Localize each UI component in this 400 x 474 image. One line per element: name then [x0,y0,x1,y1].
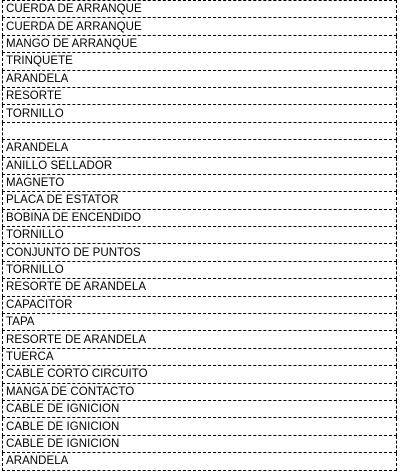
table-row [3,209,397,226]
table-row [3,70,397,87]
part-name-cell: MAGNETO [3,174,397,191]
part-name-cell: MANGO DE ARRANQUE [3,35,397,52]
parts-list-body [3,1,397,471]
part-name-cell: TORNILLO [3,261,397,278]
part-name-cell: CABLE DE IGNICION [3,418,397,435]
part-name-cell: CUERDA DE ARRANQUE [3,18,397,35]
table-row [3,296,397,313]
part-name-cell: ARANDELA [3,70,397,87]
table-row [3,279,397,296]
part-name-cell: TORNILLO [3,105,397,122]
part-name-cell: PLACA DE ESTATOR [3,192,397,209]
table-row [3,35,397,52]
part-name-cell: TORNILLO [3,227,397,244]
part-name-cell: RESORTE [3,87,397,104]
table-row [3,383,397,400]
part-name-cell: MANGA DE CONTACTO [3,383,397,400]
part-name-cell: CABLE DE IGNICION [3,400,397,417]
table-row [3,453,397,470]
table-row [3,53,397,70]
table-row [3,244,397,261]
part-name-cell [3,122,397,139]
table-row [3,348,397,365]
part-name-cell: RESORTE DE ARANDELA [3,279,397,296]
part-name-cell: ANILLO SELLADOR [3,157,397,174]
part-name-cell: BOBINA DE ENCENDIDO [3,209,397,226]
table-row [3,1,397,18]
part-name-cell: CUERDA DE ARRANQUE [3,1,397,18]
parts-list-table [2,0,397,471]
table-row [3,174,397,191]
part-name-cell: ARANDELA [3,453,397,470]
part-name-cell: ARANDELA [3,140,397,157]
table-row [3,192,397,209]
table-row [3,435,397,452]
part-name-cell: RESORTE DE ARANDELA [3,331,397,348]
part-name-cell: TAPA [3,314,397,331]
part-name-cell: CONJUNTO DE PUNTOS [3,244,397,261]
table-row [3,87,397,104]
table-row [3,140,397,157]
part-name-cell: TRINQUETE [3,53,397,70]
table-row [3,122,397,139]
table-row [3,331,397,348]
part-name-cell: TUERCA [3,348,397,365]
table-row [3,418,397,435]
table-row [3,18,397,35]
part-name-cell: CAPACITOR [3,296,397,313]
table-row [3,400,397,417]
table-row [3,157,397,174]
table-row [3,366,397,383]
part-name-cell: CABLE DE IGNICION [3,435,397,452]
table-row [3,105,397,122]
part-name-cell: CABLE CORTO CIRCUITO [3,366,397,383]
table-row [3,261,397,278]
table-row [3,227,397,244]
table-row [3,314,397,331]
